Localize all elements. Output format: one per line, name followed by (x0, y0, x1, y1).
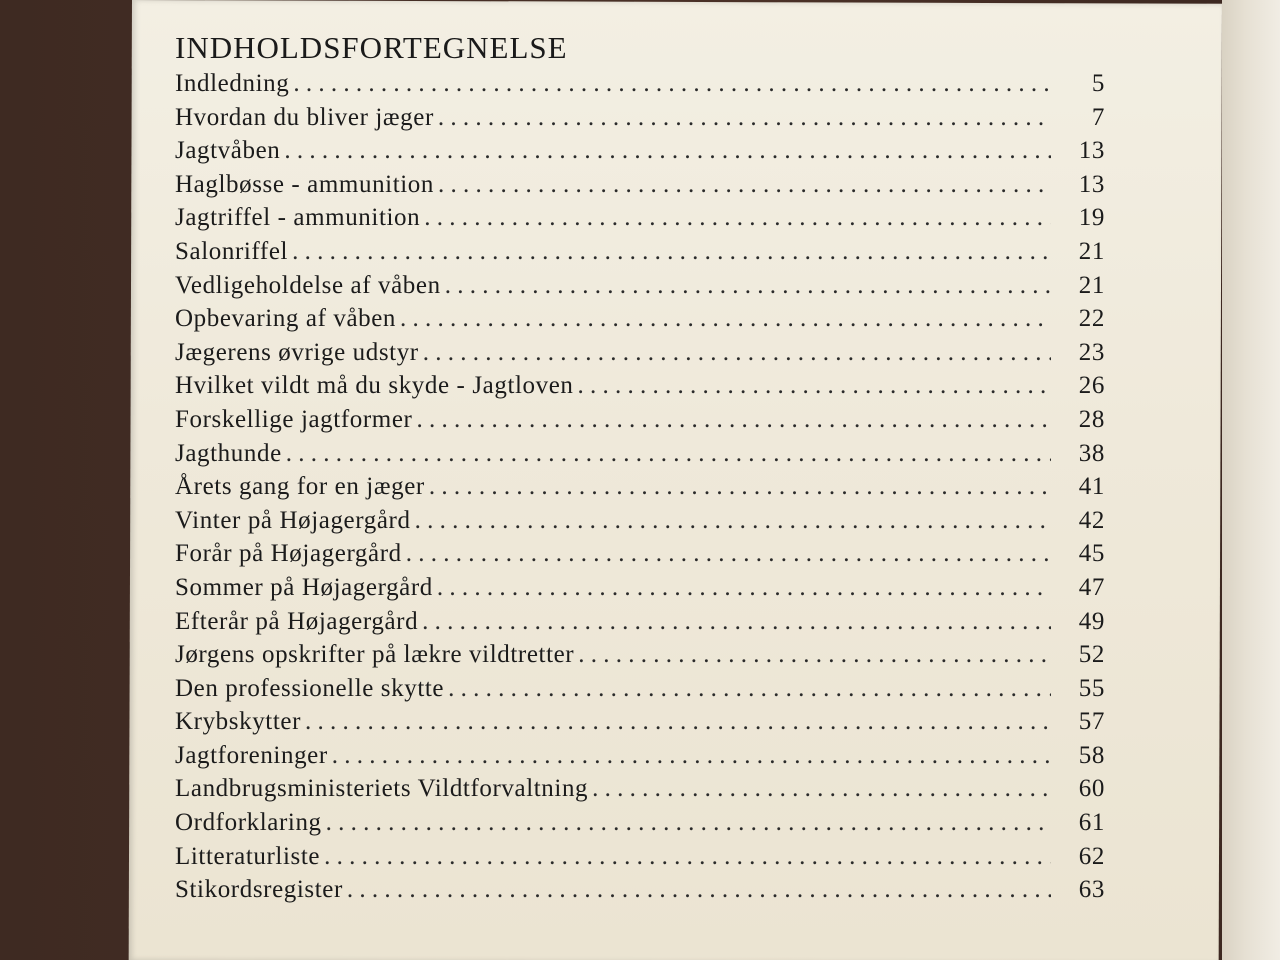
toc-entry-label: Litteraturliste (175, 842, 321, 870)
toc-entry (175, 775, 1105, 809)
toc-entry-page: 58 (1078, 741, 1105, 769)
toc-entry (175, 104, 1105, 138)
toc-entry-page: 28 (1078, 405, 1105, 433)
toc-entry (175, 809, 1105, 843)
toc-entry-page: 63 (1078, 876, 1105, 904)
dot-leader (578, 372, 1051, 400)
toc-entry-label: Efterår på Højagergård (175, 607, 419, 635)
toc-entry-label: Indledning (175, 70, 290, 97)
dot-leader (326, 809, 1051, 837)
toc-entry-label: Krybskytter (175, 708, 302, 736)
toc-entry (175, 876, 1105, 910)
toc-entry-label: Sommer på Højagergård (175, 573, 433, 601)
toc-entry (175, 137, 1105, 171)
toc-entry-label: Jagtforeninger (175, 741, 328, 769)
toc-entry (175, 742, 1105, 776)
toc-entry-label: Forskellige jagtformer (175, 405, 413, 433)
toc-entry-label: Vedligeholdelse af våben (175, 271, 441, 299)
toc-entry (175, 305, 1105, 339)
dot-leader (286, 440, 1051, 468)
dot-leader (324, 843, 1051, 871)
toc-entry (175, 843, 1105, 877)
toc-entry (175, 272, 1105, 306)
toc-entry-page: 26 (1078, 372, 1105, 400)
toc-entry (175, 238, 1105, 272)
toc-entry-page: 21 (1078, 237, 1105, 265)
toc-entry-page: 23 (1078, 338, 1105, 366)
toc-entry-label: Haglbøsse - ammunition (175, 170, 435, 198)
toc-entry-page: 38 (1078, 439, 1105, 467)
toc-entry-page: 45 (1078, 540, 1105, 568)
toc-entry (175, 675, 1105, 709)
toc-entry-label: Jagtriffel - ammunition (175, 204, 421, 232)
toc-entry-page: 13 (1078, 170, 1105, 198)
toc-entry (175, 473, 1105, 507)
toc-entry (175, 440, 1105, 474)
toc-entry-page: 60 (1078, 775, 1105, 803)
dot-leader (332, 742, 1051, 770)
toc-entry-page: 47 (1078, 573, 1105, 601)
toc-entry-label: Jagtvåben (175, 137, 281, 165)
toc-entry-page: 22 (1078, 305, 1105, 333)
dot-leader (422, 608, 1051, 636)
toc-entry-page: 52 (1078, 641, 1105, 669)
dot-leader (423, 339, 1051, 367)
dot-leader (438, 171, 1051, 199)
page-edge (1222, 0, 1280, 960)
toc-entry-page: 21 (1078, 271, 1105, 299)
toc-entry-label: Jægerens øvrige udstyr (175, 338, 419, 366)
toc-entry (175, 507, 1105, 541)
dot-leader (437, 574, 1051, 602)
toc-entry (175, 372, 1105, 406)
dot-leader (445, 272, 1051, 300)
toc-entry-label: Opbevaring af våben (175, 305, 397, 333)
toc-entry (175, 70, 1105, 104)
dot-leader (415, 507, 1051, 535)
toc-entry-label: Årets gang for en jæger (175, 473, 425, 501)
toc-entry-page: 5 (1091, 70, 1105, 97)
toc-entry (175, 641, 1105, 675)
toc-entry-label: Jørgens opskrifter på lækre vildtretter (175, 641, 575, 669)
dot-leader (448, 675, 1051, 703)
toc-entry-label: Salonriffel (175, 237, 289, 265)
toc-entry (175, 204, 1105, 238)
toc-entry-label: Stikordsregister (175, 876, 343, 904)
dot-leader (406, 540, 1051, 568)
toc-entry-label: Hvordan du bliver jæger (175, 103, 434, 131)
toc-entry-page: 49 (1078, 607, 1105, 635)
toc-entry-page: 7 (1091, 103, 1105, 131)
dot-leader (305, 708, 1051, 736)
toc-entry-page: 19 (1078, 204, 1105, 232)
toc-entry-label: Hvilket vildt må du skyde - Jagtloven (175, 372, 574, 400)
dot-leader (429, 473, 1051, 501)
toc-list (175, 70, 1105, 910)
dot-leader (592, 775, 1051, 803)
dot-leader (424, 204, 1051, 232)
toc-entry-label: Forår på Højagergård (175, 540, 402, 568)
toc-entry (175, 708, 1105, 742)
toc-entry (175, 540, 1105, 574)
toc-entry (175, 608, 1105, 642)
dot-leader (347, 876, 1051, 904)
toc-entry-page: 57 (1078, 708, 1105, 736)
toc-entry-label: Jagthunde (175, 439, 282, 467)
toc-entry-page: 41 (1078, 473, 1105, 501)
dot-leader (400, 305, 1051, 333)
dot-leader (284, 137, 1051, 165)
toc-entry (175, 171, 1105, 205)
toc-entry-page: 62 (1078, 842, 1105, 870)
dot-leader (438, 104, 1051, 132)
toc-entry-label: Landbrugsministeriets Vildtforvaltning (175, 775, 589, 803)
dot-leader (293, 70, 1051, 98)
toc-entry-label: Den professionelle skytte (175, 674, 445, 702)
toc-entry-page: 61 (1078, 809, 1105, 837)
dot-leader (578, 641, 1051, 669)
toc-entry-label: Vinter på Højagergård (175, 506, 411, 534)
dot-leader (416, 406, 1051, 434)
table-of-contents (175, 28, 1105, 910)
toc-entry (175, 339, 1105, 373)
toc-entry (175, 406, 1105, 440)
toc-entry (175, 574, 1105, 608)
toc-entry-page: 42 (1078, 506, 1105, 534)
dot-leader (292, 238, 1051, 266)
toc-title: INDHOLDSFORTEGNELSE (175, 30, 568, 65)
toc-entry-page: 13 (1078, 137, 1105, 165)
toc-entry-label: Ordforklaring (175, 809, 322, 837)
toc-entry-page: 55 (1078, 674, 1105, 702)
